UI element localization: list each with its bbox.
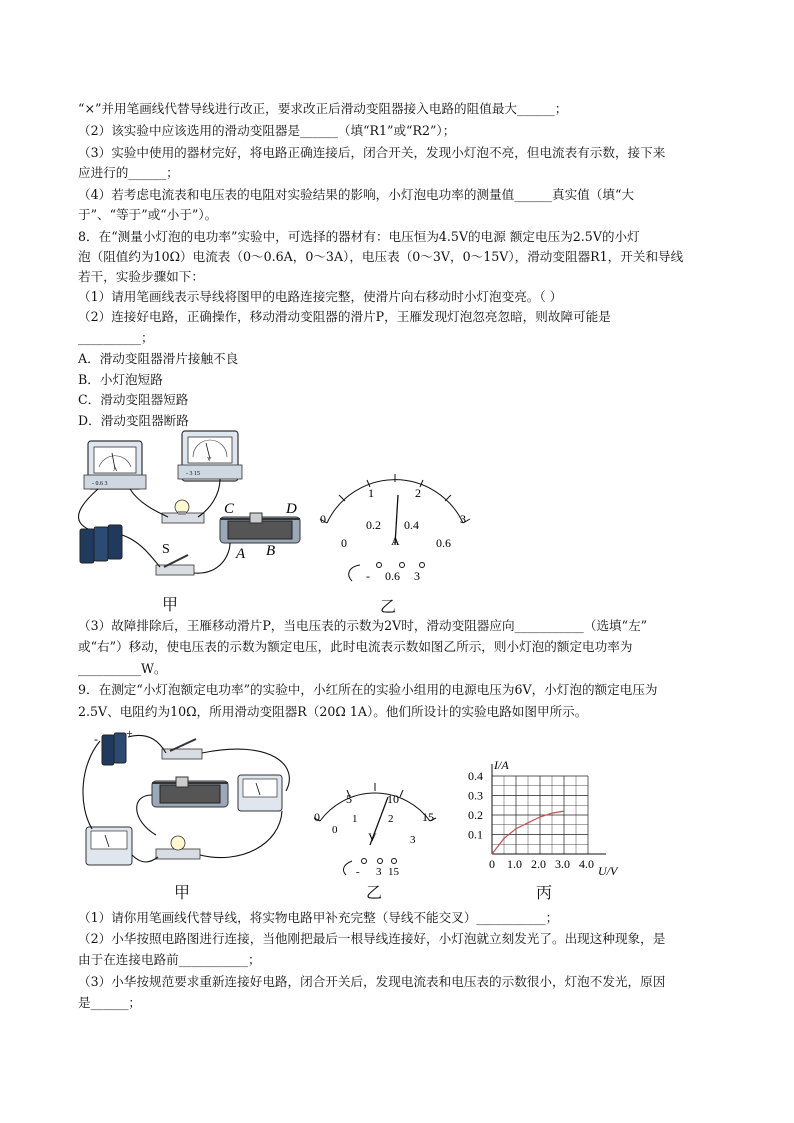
svg-text:0.6: 0.6 [385, 569, 400, 583]
svg-text:2: 2 [388, 813, 394, 825]
x-axis-label: U/V [598, 864, 618, 878]
text-line: 由于在连接电路前___________； [78, 952, 261, 967]
svg-text:A: A [391, 534, 400, 548]
text-line: （1）请你用笔画线代替导线，将实物电路甲补充完整（导线不能交叉）___________； [78, 910, 559, 925]
x-tick-label: 0 [489, 857, 495, 871]
svg-text:A: A [236, 546, 246, 562]
svg-text:0.6: 0.6 [436, 536, 451, 550]
svg-text:1: 1 [352, 813, 358, 825]
x-tick-label: 4.0 [579, 857, 594, 871]
svg-text:0: 0 [320, 512, 326, 526]
svg-text:15: 15 [422, 810, 434, 824]
iu-chart [462, 752, 642, 882]
figure-caption-yi: 乙 [380, 597, 397, 616]
y-tick-label: 0.1 [468, 827, 483, 842]
svg-text:0: 0 [332, 824, 338, 836]
text-line: D．滑动变阻器断路 [78, 413, 189, 428]
dial-ticks [320, 474, 470, 523]
battery-icon [94, 726, 133, 765]
text-line: 或“右”）移动，使电压表的示数为额定电压，此时电流表示数如图乙所示，则小灯泡的额定电功率为 [78, 639, 633, 654]
svg-text:-: - [94, 732, 98, 746]
bulb-icon [156, 836, 200, 859]
ammeter-device [238, 775, 282, 811]
text-line: 于”、“等于”或“小于”）。 [78, 207, 218, 222]
x-tick-label: 2.0 [531, 857, 546, 871]
text-line: （1）请用笔画线表示导线将图甲的电路连接完整，使滑片向右移动时小灯泡变亮。（ ） [78, 289, 563, 304]
rheostat-icon [152, 777, 228, 807]
dial-ticks [314, 783, 436, 821]
text-line: C．滑动变阻器短路 [78, 392, 189, 407]
svg-text:0: 0 [341, 536, 347, 550]
voltmeter-dial [314, 783, 436, 878]
figure-caption-bing: 丙 [536, 883, 553, 902]
text-line: 应进行的______； [78, 165, 179, 180]
svg-text:0: 0 [314, 810, 320, 824]
voltmeter-device [178, 431, 242, 481]
svg-text:3: 3 [376, 866, 382, 878]
figure-caption-yi: 乙 [366, 883, 383, 902]
voltmeter-device [86, 827, 132, 865]
svg-text:1: 1 [368, 486, 374, 500]
text-line: 2.5V、电阻约为10Ω，所用滑动变阻器R（20Ω 1A）。他们所设计的实验电路如图甲所示。 [78, 704, 588, 719]
svg-text:3: 3 [410, 834, 416, 846]
text-line: （2）连接好电路，正确操作，移动滑动变阻器的滑片P，王雁发现灯泡忽亮忽暗，则故障可能是 [78, 309, 611, 324]
figure-9 [70, 725, 490, 885]
svg-text:+: + [126, 726, 133, 740]
text-line: （3）故障排除后，王雁移动滑片P，当电压表的示数为2V时，滑动变阻器应向___________（选填“左” [78, 618, 648, 633]
text-line: （2）小华按照电路图进行连接，当他刚把最后一根导线连接好，小灯泡就立刻发光了。出现这种现象，是 [78, 931, 666, 946]
svg-text:D: D [286, 501, 297, 517]
svg-text:5: 5 [346, 792, 352, 806]
text-line: “×”并用笔画线代替导线进行改正，要求改正后滑动变阻器接入电路的阻值最大______； [78, 101, 568, 116]
text-line: （4）若考虑电流表和电压表的电阻对实验结果的影响，小灯泡电功率的测量值______真实值（填“大 [78, 187, 634, 202]
svg-text:-: - [366, 569, 370, 583]
text-line: __________； [78, 330, 154, 345]
svg-text:A: A [113, 467, 118, 473]
y-axis-label: I/A [494, 758, 509, 772]
figure-8 [70, 425, 490, 615]
bulb-icon [162, 500, 204, 523]
svg-text:-: - [356, 866, 360, 878]
svg-text:0.4: 0.4 [404, 518, 419, 532]
svg-text:S: S [162, 542, 170, 557]
text-line: 若干，实验步骤如下： [78, 269, 204, 284]
svg-text:B: B [266, 543, 276, 559]
y-tick-label: 0.3 [468, 788, 483, 803]
text-line: 是______； [78, 995, 141, 1010]
switch-icon [156, 542, 194, 575]
figure-caption-jia: 甲 [174, 883, 191, 902]
ammeter-dial [320, 474, 470, 583]
svg-text:V: V [368, 830, 377, 844]
svg-text:- 3 15: - 3 15 [186, 471, 200, 477]
ammeter-device [84, 441, 146, 489]
svg-text:- 0.6 3: - 0.6 3 [92, 481, 108, 487]
text-line: （2）该实验中应该选用的滑动变阻器是______（填“R1”或“R2”）； [78, 123, 456, 138]
switch-icon [162, 739, 202, 759]
svg-text:10: 10 [387, 792, 399, 806]
text-line: 8．在“测量小灯泡的电功率”实验中，可选择的器材有：电压恒为4.5V的电源 额定电压为2.5V的小灯 [78, 229, 640, 244]
text-line: 泡（阻值约为10Ω）电流表（0～0.6A，0～3A），电压表（0～3V，0～15V），滑动变阻器R1，开关和导线 [78, 249, 684, 264]
y-tick-label: 0.4 [468, 769, 483, 783]
svg-text:2: 2 [415, 486, 421, 500]
x-tick-label: 1.0 [507, 857, 522, 871]
svg-text:0.2: 0.2 [366, 518, 381, 532]
text-line: （3）小华按规范要求重新连接好电路，闭合开关后，发现电流表和电压表的示数很小，灯泡不发光，原因 [78, 974, 666, 989]
svg-text:3: 3 [414, 569, 420, 583]
svg-text:V: V [207, 457, 212, 463]
text-line: A．滑动变阻器滑片接触不良 [78, 351, 239, 366]
battery-icon [80, 525, 122, 563]
text-line: 9．在测定“小灯泡额定电功率”的实验中，小红所在的实验小组用的电源电压为6V，小灯泡的额定电压为 [78, 682, 658, 697]
chart-grid [492, 764, 606, 854]
svg-text:C: C [224, 501, 235, 517]
svg-text:3: 3 [460, 512, 466, 526]
text-line: __________W。 [78, 661, 167, 676]
svg-text:15: 15 [388, 866, 399, 878]
x-tick-label: 3.0 [555, 857, 570, 871]
text-line: B．小灯泡短路 [78, 372, 163, 387]
figure-caption-jia: 甲 [162, 595, 179, 614]
rheostat-icon [220, 501, 300, 562]
y-tick-label: 0.2 [468, 808, 483, 822]
text-line: （3）实验中使用的器材完好，将电路正确连接后，闭合开关，发现小灯泡不亮，但电流表有示数，接下来 [78, 145, 666, 160]
